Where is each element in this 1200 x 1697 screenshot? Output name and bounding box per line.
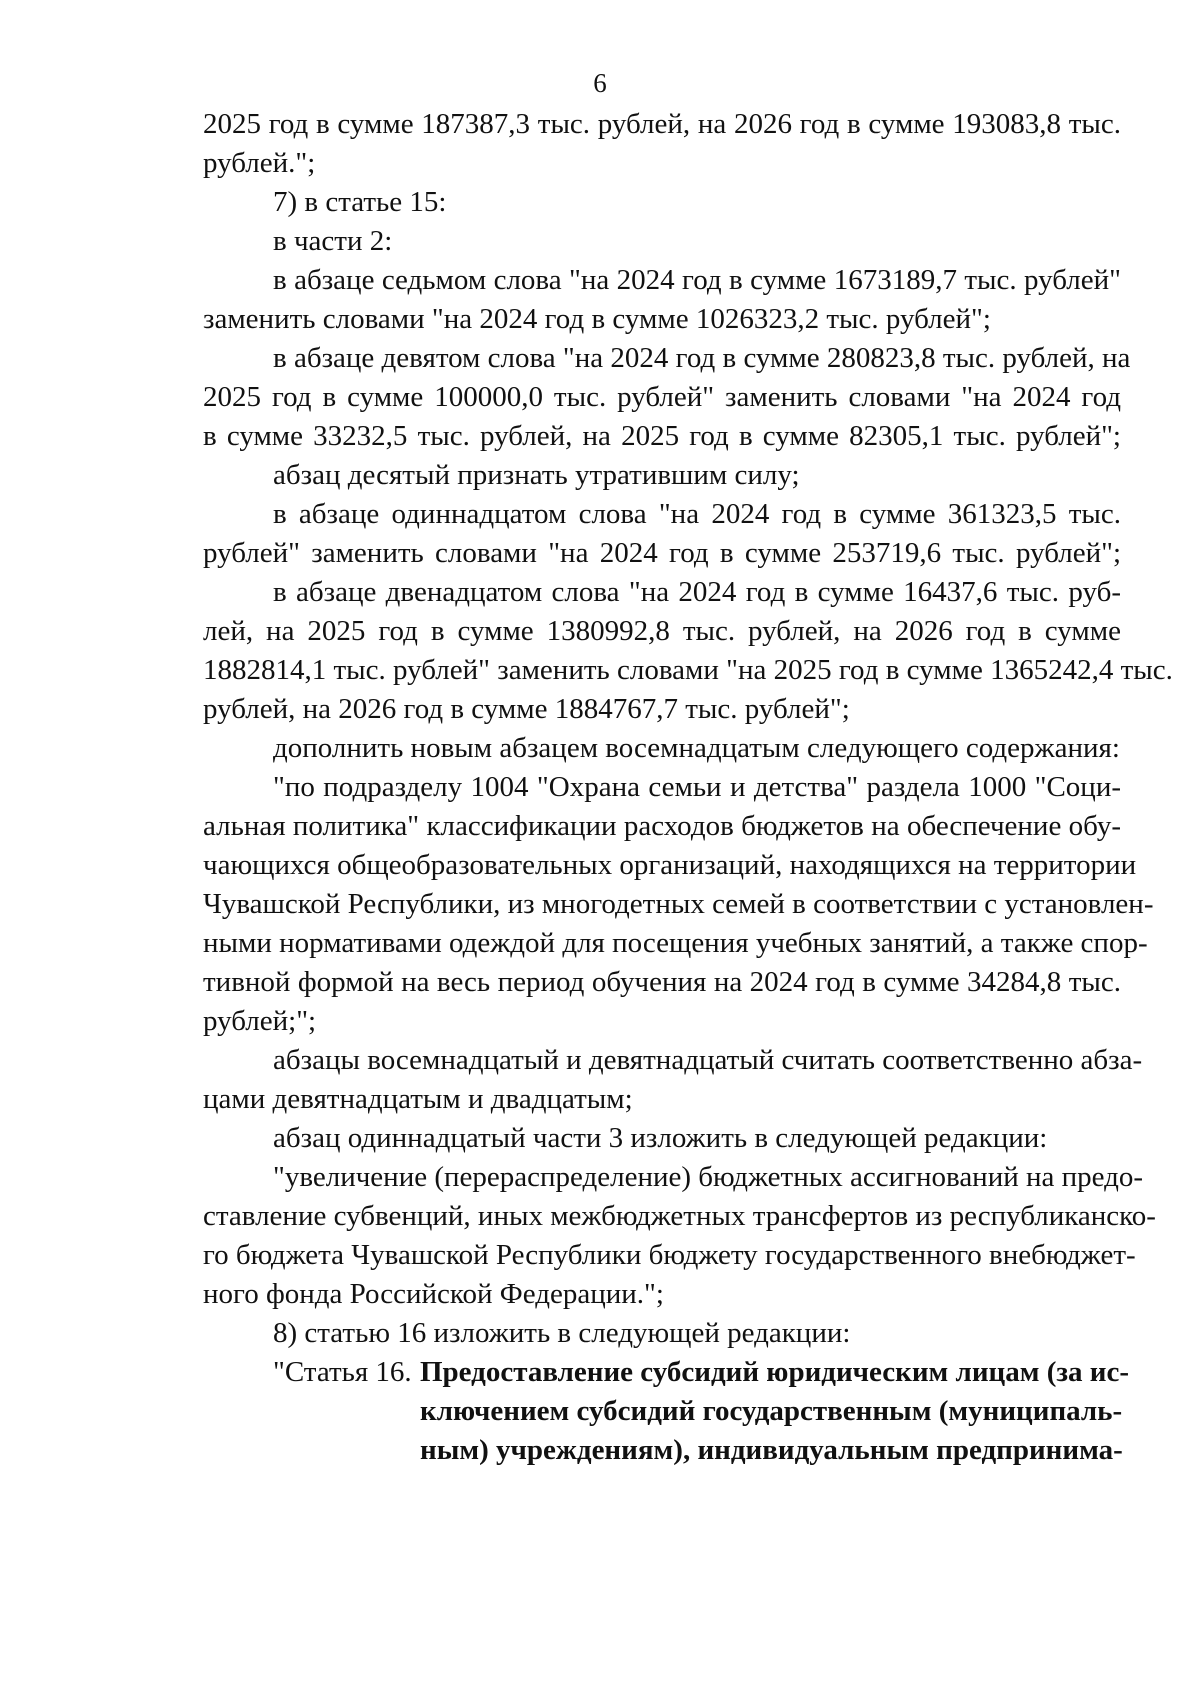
text-line: 7) в статье 15:	[273, 186, 447, 218]
text-line: цами девятнадцатым и двадцатым;	[203, 1083, 633, 1115]
text-line: го бюджета Чувашской Республики бюджету государственного внебюджет-	[203, 1239, 1136, 1271]
text-line: 8) статью 16 изложить в следующей редакции:	[273, 1317, 851, 1349]
text-line: ными нормативами одеждой для посещения учебных занятий, а также спор-	[203, 927, 1148, 959]
article-label: "Статья 16.	[273, 1356, 412, 1388]
text-line: рублей;";	[203, 1005, 317, 1037]
text-line: абзац одиннадцатый части 3 изложить в следующей редакции:	[273, 1122, 1048, 1154]
text-line: 2025 год в сумме 100000,0 тыс. рублей" заменить словами "на 2024 год	[203, 381, 1121, 413]
article-title-line: ключением субсидий государственным (муниципаль-	[420, 1395, 1123, 1427]
text-line: Чувашской Республики, из многодетных семей в соответствии с установлен-	[203, 888, 1154, 920]
text-line: заменить словами "на 2024 год в сумме 1026323,2 тыс. рублей";	[203, 303, 991, 335]
text-line: рублей, на 2026 год в сумме 1884767,7 тыс. рублей";	[203, 693, 850, 725]
text-line: в абзаце седьмом слова "на 2024 год в сумме 1673189,7 тыс. рублей"	[273, 264, 1121, 296]
text-line: в сумме 33232,5 тыс. рублей, на 2025 год в сумме 82305,1 тыс. рублей";	[203, 420, 1121, 452]
article-title-line: Предоставление субсидий юридическим лицам (за ис-	[420, 1356, 1130, 1388]
text-line: рублей" заменить словами "на 2024 год в сумме 253719,6 тыс. рублей";	[203, 537, 1121, 569]
text-line: абзац десятый признать утратившим силу;	[273, 459, 800, 491]
text-line: лей, на 2025 год в сумме 1380992,8 тыс. рублей, на 2026 год в сумме	[203, 615, 1121, 647]
text-line: "по подразделу 1004 "Охрана семьи и детства" раздела 1000 "Соци-	[273, 771, 1121, 803]
text-line: 2025 год в сумме 187387,3 тыс. рублей, на 2026 год в сумме 193083,8 тыс.	[203, 108, 1121, 140]
text-line: альная политика" классификации расходов бюджетов на обеспечение обу-	[203, 810, 1121, 842]
text-line: 1882814,1 тыс. рублей" заменить словами "на 2025 год в сумме 1365242,4 тыс.	[203, 654, 1173, 686]
text-line: абзацы восемнадцатый и девятнадцатый считать соответственно абза-	[273, 1044, 1143, 1076]
text-line: в абзаце девятом слова "на 2024 год в сумме 280823,8 тыс. рублей, на	[273, 342, 1131, 374]
text-line: в абзаце двенадцатом слова "на 2024 год в сумме 16437,6 тыс. руб-	[273, 576, 1121, 608]
text-line: рублей.";	[203, 147, 316, 179]
article-title-line: ным) учреждениям), индивидуальным предпринима-	[420, 1434, 1123, 1466]
text-line: дополнить новым абзацем восемнадцатым следующего содержания:	[273, 732, 1120, 764]
text-line: тивной формой на весь период обучения на 2024 год в сумме 34284,8 тыс.	[203, 966, 1121, 998]
text-line: в части 2:	[273, 225, 393, 257]
page-number: 6	[593, 68, 607, 98]
text-line: "увеличение (перераспределение) бюджетных ассигнований на предо-	[273, 1161, 1144, 1193]
text-line: чающихся общеобразовательных организаций, находящихся на территории	[203, 849, 1137, 881]
text-line: ставление субвенций, иных межбюджетных трансфертов из республиканско-	[203, 1200, 1156, 1232]
text-line: ного фонда Российской Федерации.";	[203, 1278, 664, 1310]
text-line: в абзаце одиннадцатом слова "на 2024 год в сумме 361323,5 тыс.	[273, 498, 1121, 530]
